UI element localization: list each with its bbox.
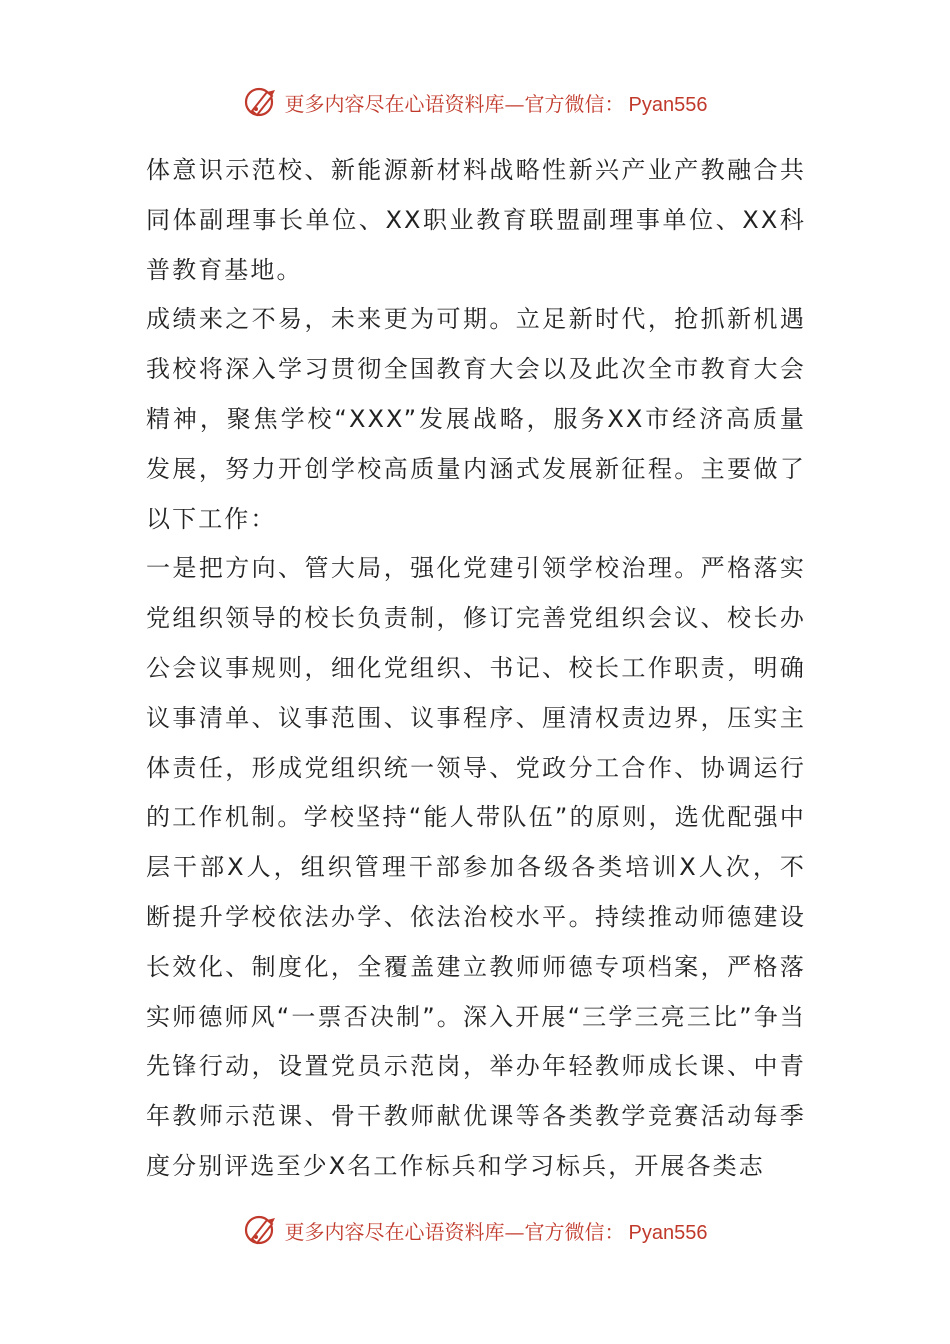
pen-nib-icon bbox=[243, 84, 279, 120]
paragraph-1: 体意识示范校、新能源新材料战略性新兴产业产教融合共同体副理事长单位、XX职业教育联盟副理事单位、XX科普教育基地。 bbox=[146, 156, 806, 284]
watermark-banner-bottom bbox=[0, 1210, 950, 1250]
watermark-banner-top bbox=[0, 82, 950, 122]
watermark-text: 更多内容尽在心语资料库—官方微信： Pyan556 bbox=[284, 91, 708, 116]
paragraph-3: 一是把方向、管大局，强化党建引领学校治理。严格落实党组织领导的校长负责制，修订完善党组织会议、校长办公会议事规则，细化党组织、书记、校长工作职责，明确议事清单、议事范围、议事程序、厘清权责边界，压实主体责任，形成党组织统一领导、党政分工合作、协调运行的工作机制。学校坚持“能人带队伍”的原则，选优配强中层干部X人，组织管理干部参加各级各类培训X人次，不断提升学校依法办学、依法治校水平。持续推动师德建设长效化、制度化，全覆盖建立教师师德专项档案，严格落实师德师风“一票否决制”。深入开展“三学三亮三比”争当先锋行动，设置党员示范岗，举办年轻教师成长课、中青年教师示范课、骨干教师献优课等各类教学竞赛活动每季度分别评选至少X名工作标兵和学习标兵，开展各类志 bbox=[146, 554, 806, 1180]
watermark-account: Pyan556 bbox=[628, 1221, 708, 1244]
document-body bbox=[146, 146, 806, 1192]
paragraph-2: 成绩来之不易，未来更为可期。立足新时代，抢抓新机遇我校将深入学习贯彻全国教育大会以及此次全市教育大会精神，聚焦学校“XXX”发展战略，服务XX市经济高质量发展，努力开创学校高质量内涵式发展新征程。主要做了以下工作： bbox=[146, 305, 806, 533]
watermark-account: Pyan556 bbox=[628, 93, 708, 116]
pen-nib-icon bbox=[243, 1212, 279, 1248]
watermark-text: 更多内容尽在心语资料库—官方微信： Pyan556 bbox=[284, 1219, 708, 1244]
